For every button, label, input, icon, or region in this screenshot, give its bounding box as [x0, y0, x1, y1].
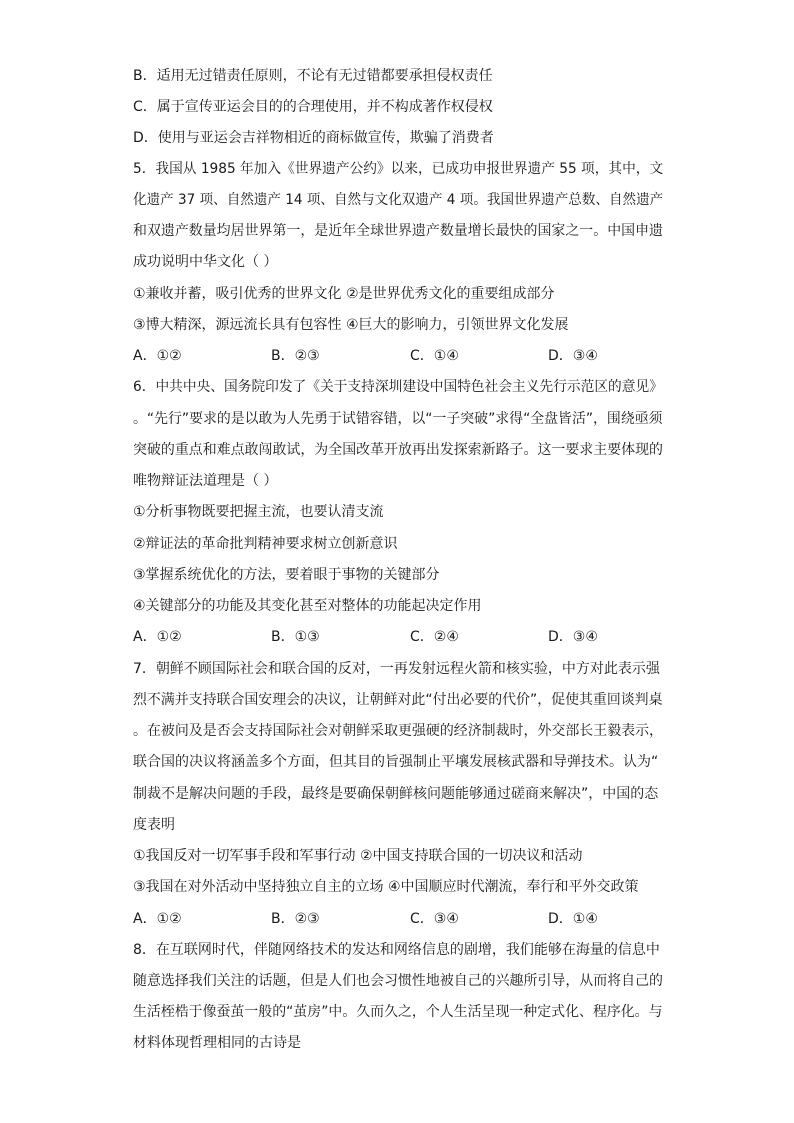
q7-choice-d[interactable]: D．①④ — [548, 911, 598, 927]
q5-choice-b[interactable]: B．②③ — [271, 348, 320, 364]
option-c-prev: C．属于宣传亚运会目的的合理使用，并不构成著作权侵权 — [133, 99, 493, 115]
q8-stem-line: 生活桎梏于像蚕茧一般的“茧房”中。久而久之，个人生活呈现一种定式化、程序化。与 — [133, 1004, 663, 1020]
q8-stem-line: 随意选择我们关注的话题，但是人们也会习惯性地被自己的兴趣所引导，从而将自己的 — [133, 973, 663, 989]
q7-stem-line: 。在被问及是否会支持国际社会对朝鲜采取更强硬的经济制裁时，外交部长王毅表示， — [133, 723, 663, 739]
q6-statement: ②辩证法的革命批判精神要求树立创新意识 — [133, 536, 398, 552]
option-b-prev: B．适用无过错责任原则，不论有无过错都要承担侵权责任 — [133, 68, 493, 84]
q6-statement: ③掌握系统优化的方法，要着眼于事物的关键部分 — [133, 567, 440, 583]
q7-statement: ③我国在对外活动中坚持独立自主的立场 ④中国顺应时代潮流，奉行和平外交政策 — [133, 879, 639, 895]
q7-choice-a[interactable]: A．①② — [133, 911, 182, 927]
q7-stem-line: 制裁不是解决问题的手段，最终是要确保朝鲜核问题能够通过磋商来解决”，中国的态 — [133, 786, 659, 802]
q5-choice-a[interactable]: A．①② — [133, 348, 182, 364]
q5-stem-line: 5．我国从 1985 年加入《世界遗产公约》以来，已成功申报世界遗产 55 项，其中，文 — [133, 161, 664, 177]
q7-stem-line: 烈不满并支持联合国安理会的决议，让朝鲜对此“付出必要的代价”，促使其重回谈判桌 — [133, 692, 663, 708]
q5-stem-line: 化遗产 37 项、自然遗产 14 项、自然与文化双遗产 4 项。我国世界遗产总数、自然遗产 — [133, 192, 664, 208]
q7-statement: ①我国反对一切军事手段和军事行动 ②中国支持联合国的一切决议和活动 — [133, 848, 583, 864]
q8-stem-line: 材料体现哲理相同的古诗是 — [133, 1035, 301, 1051]
q6-choice-b[interactable]: B．①③ — [271, 629, 320, 645]
q8-stem-line: 8．在互联网时代，伴随网络技术的发达和网络信息的剧增，我们能够在海量的信息中 — [133, 942, 660, 958]
q7-stem-line: 联合国的决议将涵盖多个方面，但其目的旨强制止平壤发展核武器和导弹技术。认为“ — [133, 754, 659, 770]
q7-choice-b[interactable]: B．②③ — [271, 911, 320, 927]
q5-choice-d[interactable]: D．③④ — [548, 348, 598, 364]
q6-stem-line: 突破的重点和难点敢闯敢试，为全国改革开放再出发探索新路子。这一要求主要体现的 — [133, 442, 663, 458]
q6-choice-c[interactable]: C．②④ — [410, 629, 459, 645]
q5-choice-c[interactable]: C．①④ — [410, 348, 459, 364]
q6-stem-line: 唯物辩证法道理是（ ） — [133, 473, 278, 489]
q6-statement: ④关键部分的功能及其变化甚至对整体的功能起决定作用 — [133, 598, 482, 614]
q7-choice-c[interactable]: C．③④ — [410, 911, 459, 927]
q7-stem-line: 7．朝鲜不顾国际社会和联合国的反对，一再发射远程火箭和核实验，中方对此表示强 — [133, 661, 660, 677]
q5-stem-line: 成功说明中华文化（ ） — [133, 254, 278, 270]
q5-stem-line: 和双遗产数量均居世界第一，是近年全球世界遗产数量增长最快的国家之一。中国申遗 — [133, 223, 663, 239]
q6-stem-line: 6．中共中央、国务院印发了《关于支持深圳建设中国特色社会主义先行示范区的意见》 — [133, 379, 663, 395]
option-d-prev: D．使用与亚运会吉祥物相近的商标做宣传，欺骗了消费者 — [133, 130, 494, 146]
q5-statement: ③博大精深，源远流长具有包容性 ④巨大的影响力，引领世界文化发展 — [133, 317, 569, 333]
q6-stem-line: 。“先行”要求的是以敢为人先勇于试错容错，以“一子突破”求得“全盘皆活”，围绕亟须 — [133, 411, 663, 427]
q6-statement: ①分析事物既要把握主流，也要认清支流 — [133, 504, 384, 520]
q6-choice-d[interactable]: D．③④ — [548, 629, 598, 645]
q6-choice-a[interactable]: A．①② — [133, 629, 182, 645]
q7-stem-line: 度表明 — [133, 817, 175, 833]
q5-statement: ①兼收并蓄，吸引优秀的世界文化 ②是世界优秀文化的重要组成部分 — [133, 286, 555, 302]
